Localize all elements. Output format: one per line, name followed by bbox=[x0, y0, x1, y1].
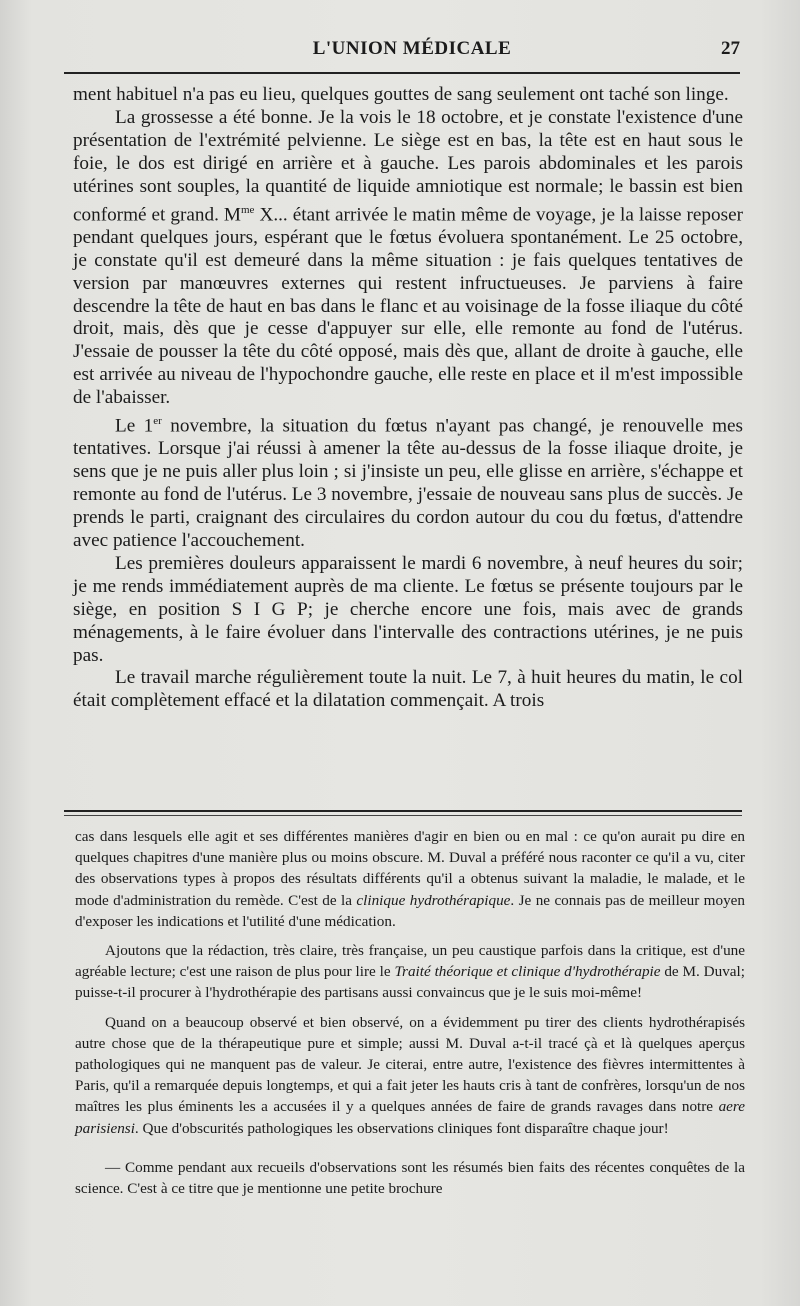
footnote-text: . Que d'obscurités pathologiques les observations cliniques font disparaître chaque jour! bbox=[134, 1119, 669, 1137]
italic-text: clinique hydrothérapique bbox=[356, 891, 511, 909]
footnote-text: de M. Duval; puisse-t-il procurer à l'hydrothérapie des partisans aussi convaincus que je le suis moi-même! bbox=[75, 963, 745, 1002]
italic-text: Traité théorique et clinique d'hydrothérapie bbox=[394, 963, 661, 981]
main-text bbox=[73, 84, 743, 713]
footnote-rule bbox=[64, 810, 742, 812]
running-title: L'UNION MÉDICALE bbox=[312, 38, 512, 59]
superscript: me bbox=[240, 203, 255, 216]
footnote-paragraph bbox=[75, 826, 745, 932]
paragraph-text: Le 1 bbox=[115, 415, 154, 437]
paragraph-text: ment habituel n'a pas eu lieu, quelques gouttes de sang seulement ont taché son linge. bbox=[73, 84, 729, 105]
header-rule bbox=[64, 72, 740, 74]
footnote-text: cas dans lesquels elle agit et ses différentes manières d'agir en bien ou en mal : ce qu'on aurait pu dire en quelques chapitres d'une manière plus ou moins obscure. M. Duval a préféré nous raconter ce qu'il a vu, citer des observations types à propos des résultats différents qu'il a obtenus suivant la maladie, le malade, et le mode d'administration du remède. C'est de la bbox=[75, 828, 745, 909]
paragraph-text: La grossesse a été bonne. Je la vois le 18 octobre, et je constate l'existence d'une présentation de l'extrémité pelvienne. Le siège est en bas, la tête est en haut sous le foie, le dos est dirigé en arrière et à gauche. Les parois abdominales et les parois utérines sont souples, la quantité de liquide amniotique est normale; le bassin est bien conformé et grand. M bbox=[73, 106, 743, 225]
page-header bbox=[78, 38, 746, 64]
footnote bbox=[75, 826, 745, 1199]
paragraph-continued bbox=[73, 84, 743, 107]
italic-text: aere parisiensi bbox=[75, 1098, 745, 1137]
paragraph-text: Les premières douleurs apparaissent le mardi 6 novembre, à neuf heures du soir; je me rends immédiatement auprès de ma cliente. Le fœtus se présente toujours par le siège, en position S I G P; je cherche encore une fois, mais avec de grands ménagements, à le faire évoluer dans l'intervalle des contractions utérines, je ne puis pas. bbox=[73, 552, 743, 666]
paragraph-labor bbox=[73, 667, 743, 713]
footnote-paragraph bbox=[75, 1157, 745, 1199]
footnote-rule-thin bbox=[64, 815, 742, 816]
footnote-text: . Je ne connais pas de meilleur moyen d'exposer les indications et l'utilité d'une médication. bbox=[75, 891, 746, 930]
page-number: 27 bbox=[721, 38, 740, 59]
paragraph-pregnancy bbox=[73, 107, 743, 410]
paragraph-text: novembre, la situation du fœtus n'ayant pas changé, je renouvelle mes tentatives. Lorsque j'ai réussi à amener la tête au-dessus de la fosse iliaque droite, je sens que je ne puis aller plus loin ; si j'insiste un peu, elle glisse en arrière, s'échappe et remonte au fond de l'utérus. Le 3 novembre, j'essaie de nouveau sans plus de succès. Je prends le parti, craignant des circulaires du cordon autour du cou du fœtus, d'attendre avec patience l'accouchement. bbox=[73, 415, 743, 551]
footnote-paragraph bbox=[75, 1012, 745, 1139]
footnote-text: Quand on a beaucoup observé et bien observé, on a évidemment pu tirer des clients hydrothérapisés autre chose que de la thérapeutique pure et simple; aussi M. Duval a-t-il tracé çà et là quelques aperçus pathologiques qui ne manquent pas de valeur. Je citerai, entre autre, l'existence des fièvres intermittentes à Paris, qu'il a remarquée depuis longtemps, et qui a fait jeter les hauts cris à tant de confrères, lorsqu'un de nos maîtres les plus éminents les a accusées il y a quelques années de faire de grands ravages dans notre bbox=[75, 1013, 745, 1116]
paragraph-text: Le travail marche régulièrement toute la nuit. Le 7, à huit heures du matin, le col était complètement effacé et la dilatation commençait. A trois bbox=[73, 667, 743, 712]
superscript: er bbox=[153, 415, 162, 428]
paragraph-text: X... étant arrivée le matin même de voyage, je la laisse reposer pendant quelques jours, espérant que le fœtus évoluera spontanément. Le 25 octobre, je constate qu'il est demeuré dans la même situation : je fais quelques tentatives de version par manœuvres externes qui restent infructueuses. Je parviens à faire descendre la tête de haut en bas dans le flanc et au voisinage de la fosse iliaque du côté droit, mais, dès que je cesse d'appuyer sur elle, elle remonte au fond de l'utérus. J'essaie de pousser la tête du côté opposé, mais dès que, allant de droite à gauche, elle est arrivée au niveau de l'hypochondre gauche, elle reste en place et il m'est impossible de l'abaisser. bbox=[73, 203, 743, 409]
footnote-text: Ajoutons que la rédaction, très claire, très française, un peu caustique parfois dans la critique, est d'une agréable lecture; c'est une raison de plus pour lire le bbox=[75, 942, 745, 981]
paragraph-first-pains bbox=[73, 553, 743, 668]
footnote-text: — Comme pendant aux recueils d'observations sont les résumés bien faits des récentes conquêtes de la science. C'est à ce titre que je mentionne une petite brochure bbox=[75, 1158, 745, 1198]
footnote-paragraph bbox=[75, 940, 745, 1004]
paragraph-november bbox=[73, 410, 743, 553]
